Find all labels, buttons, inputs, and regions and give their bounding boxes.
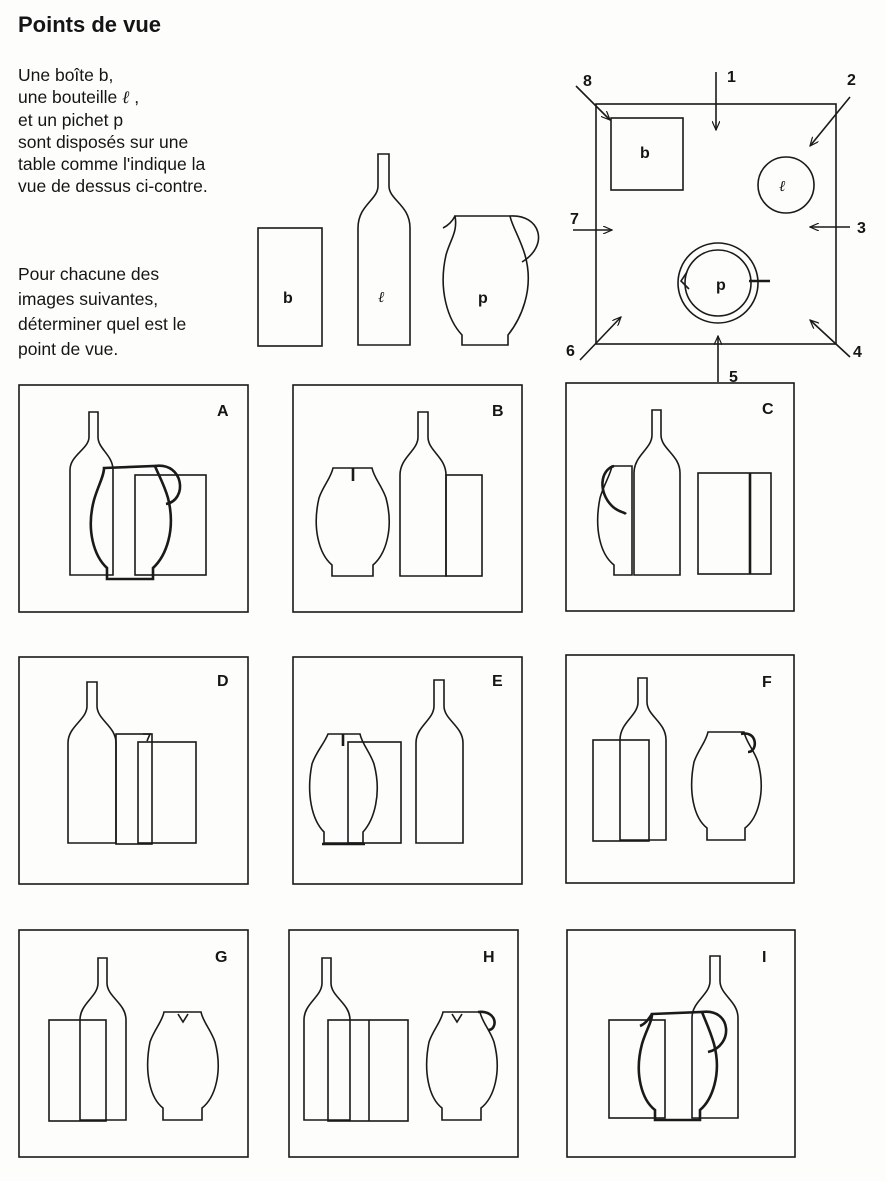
question-line: Pour chacune des	[18, 264, 160, 284]
question-line: point de vue.	[18, 339, 119, 359]
viewpoint-6-arrow	[580, 317, 621, 360]
page-title: Points de vue	[18, 12, 162, 37]
intro-line-part: une bouteille	[18, 87, 123, 107]
top-bottle-label: ℓ	[779, 177, 786, 195]
bottle-elevation	[358, 154, 410, 345]
intro-line-part: ,	[129, 87, 140, 107]
panel-g	[19, 930, 248, 1157]
bottle-label: ℓ	[378, 288, 385, 306]
intro-line: table comme l'indique la	[18, 154, 206, 174]
viewpoint-8-arrow	[576, 86, 610, 120]
panel-i-label: I	[762, 949, 767, 966]
question-line: déterminer quel est le	[18, 314, 187, 334]
viewpoint-5: 5	[729, 369, 738, 386]
intro-line: vue de dessus ci-contre.	[18, 176, 208, 196]
pitcher-label: p	[478, 290, 488, 307]
panel-a	[19, 385, 248, 612]
intro-line: et un pichet p	[18, 110, 124, 130]
viewpoint-3: 3	[857, 220, 866, 237]
panel-d	[19, 657, 248, 884]
viewpoint-7: 7	[570, 211, 579, 228]
intro-line: sont disposés sur une	[18, 132, 189, 152]
panel-b	[293, 385, 522, 612]
panel-g-label: G	[215, 949, 228, 966]
viewpoint-1: 1	[727, 69, 736, 86]
question-line: images suivantes,	[18, 289, 159, 309]
panel-f	[566, 655, 794, 883]
panel-i	[567, 930, 795, 1157]
box-label: b	[283, 290, 293, 307]
viewpoint-2: 2	[847, 72, 856, 89]
viewpoint-8: 8	[583, 73, 592, 90]
viewpoint-6: 6	[566, 343, 575, 360]
panel-c	[566, 383, 794, 611]
box-elevation	[258, 228, 322, 346]
top-box-label: b	[640, 145, 650, 162]
top-view	[566, 69, 866, 386]
intro-line: Une boîte b,	[18, 65, 114, 85]
viewpoint-4: 4	[853, 344, 862, 361]
pitcher-elevation	[443, 216, 539, 345]
panel-a-label: A	[217, 403, 229, 420]
panel-d-label: D	[217, 673, 229, 690]
panel-h	[289, 930, 518, 1157]
viewpoint-4-arrow	[810, 320, 850, 357]
panel-f-label: F	[762, 674, 772, 691]
top-pitcher-label: p	[716, 277, 726, 294]
top-bottle	[758, 157, 814, 213]
panel-e-label: E	[492, 673, 503, 690]
bottle-symbol: ℓ	[122, 88, 130, 108]
panel-b-label: B	[492, 403, 504, 420]
panel-e	[293, 657, 522, 884]
panel-c-label: C	[762, 401, 774, 418]
panel-h-label: H	[483, 949, 495, 966]
